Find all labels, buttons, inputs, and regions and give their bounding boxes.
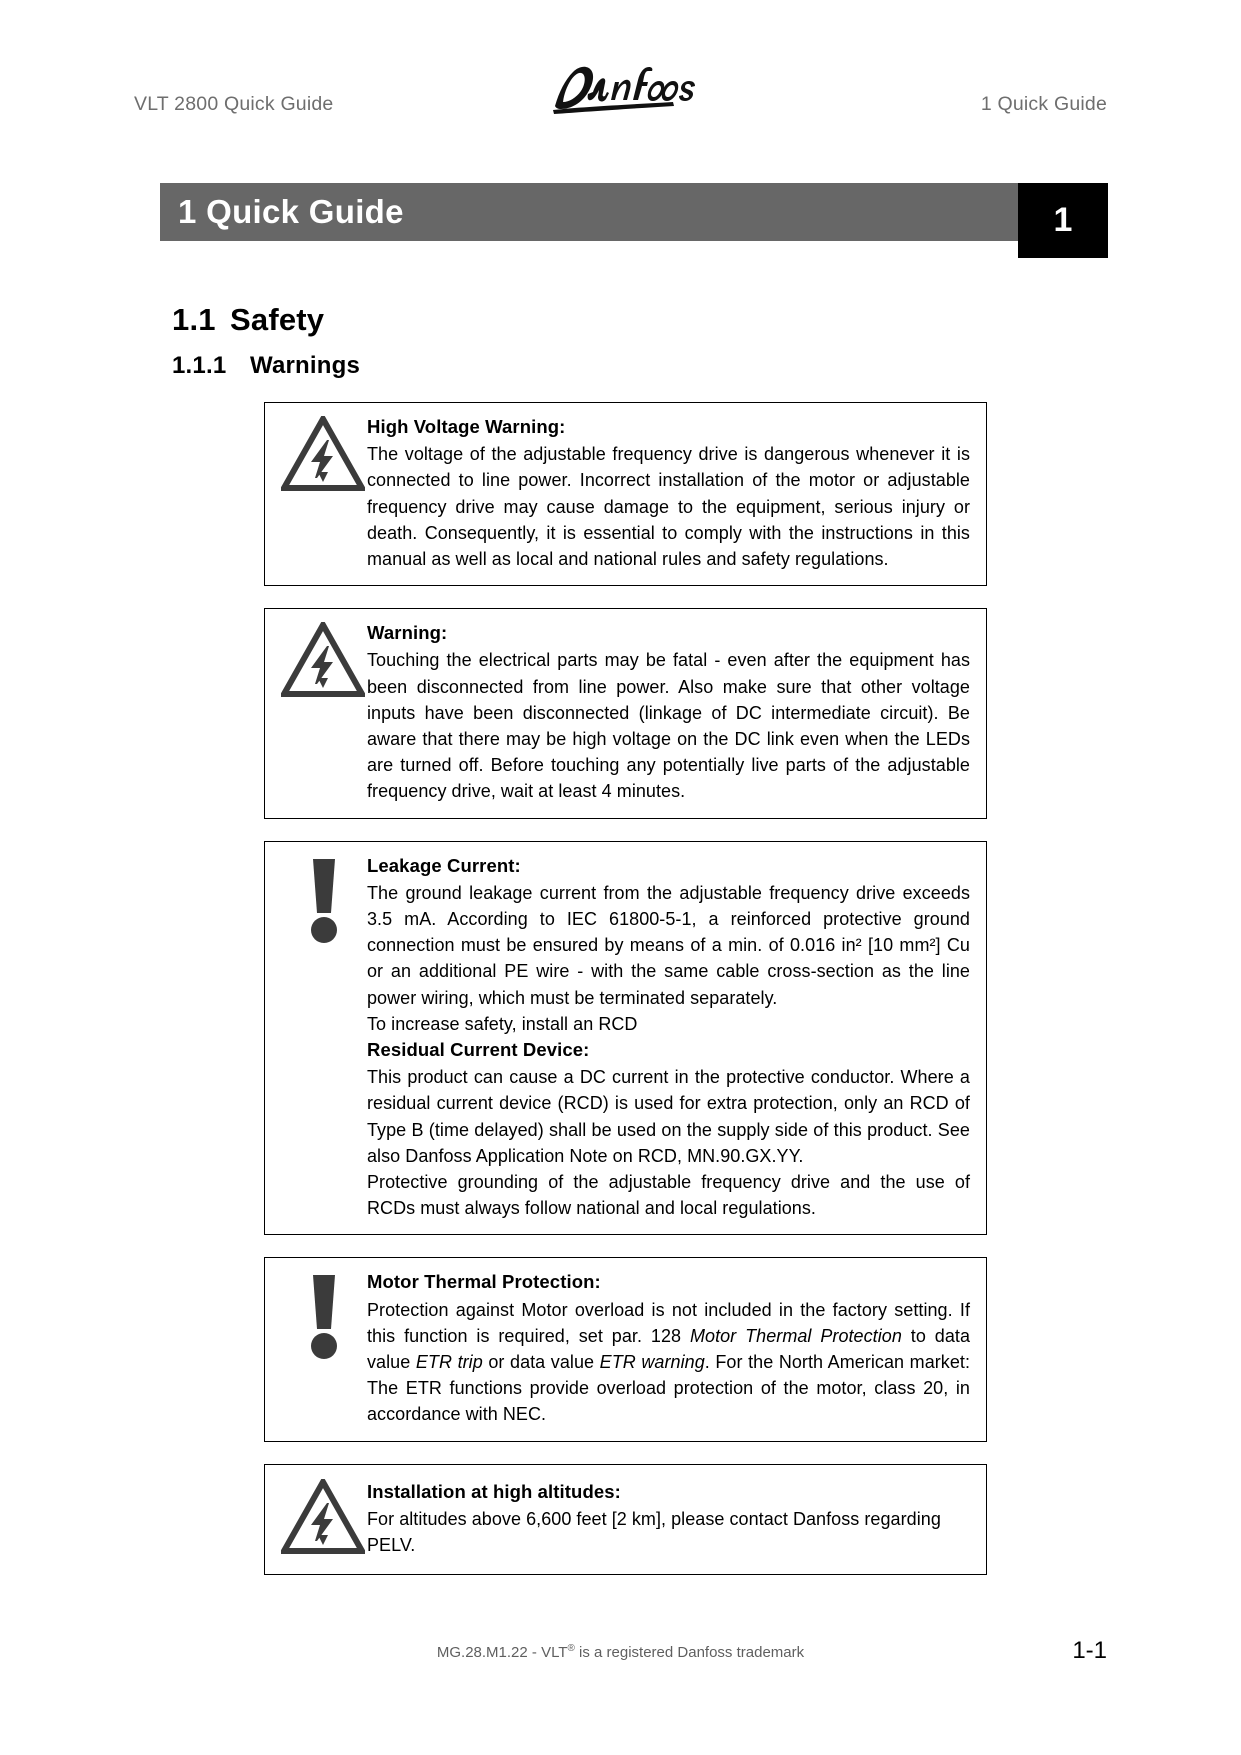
warning-subtitle-rcd: Residual Current Device: [367, 1038, 590, 1060]
warning-box-high-voltage [264, 402, 987, 586]
warning-title: Motor Thermal Protection: [367, 1271, 601, 1293]
warning-box-electrical-parts [264, 608, 987, 818]
footer-trademark-text [437, 1643, 804, 1661]
footer-doc-code: MG.28.M1.22 - VLT [436, 1644, 568, 1661]
chapter-banner [160, 183, 1108, 241]
warning-text [367, 1297, 970, 1428]
warning-body [367, 853, 972, 1222]
warning-body [367, 1479, 972, 1559]
warning-title: Warning: [367, 622, 448, 644]
exclamation-mark-icon [279, 853, 367, 947]
page-footer [134, 1637, 1107, 1677]
warning-body [367, 1269, 972, 1427]
warning-text-segment: . For the North American market: The ETR functions provide overload protection of the motor, class 20, in accordance with NEC. [367, 1352, 971, 1425]
warning-body [367, 620, 972, 804]
section-title-warnings: Warnings [250, 352, 361, 379]
warning-text-part-1: The ground leakage current from the adjustable frequency drive exceeds 3.5 mA. According to IEC 61800-5-1, a reinforced protective ground connection must be ensured by means of a min. of 0.016 in² [10 mm²] Cu or an additional PE wire - with the same cable cross-section as the line power wiring, which must be terminated separately. [367, 882, 970, 1008]
high-voltage-triangle-icon [279, 620, 367, 698]
warning-box-list [264, 402, 987, 1597]
warning-title: Installation at high altitudes: [367, 1480, 621, 1502]
high-voltage-triangle-icon [279, 1479, 367, 1555]
danfoss-logo [536, 60, 706, 118]
page-number: 1-1 [1072, 1637, 1107, 1664]
warning-text: The voltage of the adjustable frequency drive is dangerous whenever it is connected to line power. Incorrect installation of the motor or adjustable frequency drive may cause damage to the equipment, serious injury or death. Consequently, it is essential to comply with the instructions in this manual as well as local and national rules and safety regulations. [367, 444, 970, 570]
warning-box-motor-thermal-protection [264, 1257, 987, 1441]
warning-box-leakage-current [264, 841, 987, 1236]
footer-trademark-suffix: is a registered Danfoss trademark [574, 1644, 805, 1661]
warning-text-part-3: This product can cause a DC current in the protective conductor. Where a residual current device (RCD) is used for extra protection, only an RCD of Type B (time delayed) shall be used on the supply side of this product. See also Danfoss Application Note on RCD, MN.90.GX.YY. [367, 1067, 970, 1166]
section-title-safety: Safety [230, 302, 325, 337]
chapter-number-tab: 1 [1018, 183, 1108, 258]
warning-title: Leakage Current: [367, 854, 521, 876]
high-voltage-triangle-icon [279, 414, 367, 492]
section-number-1-1: 1.1 [172, 302, 216, 337]
exclamation-mark-icon [279, 1269, 367, 1363]
data-value-etr-trip: ETR trip [415, 1352, 483, 1373]
warning-text: Touching the electrical parts may be fatal - even after the equipment has been disconnected from line power. Also make sure that other voltage inputs have been disconnected (linkage of DC intermediate circuit). Be aware that there may be high voltage on the DC link even when the LEDs are turned off. Before touching any potentially live parts of the adjustable frequency drive, wait at least 4 minutes. [367, 650, 970, 802]
section-heading-1-1 [172, 302, 324, 338]
warning-body [367, 414, 972, 572]
warning-title: High Voltage Warning: [367, 416, 566, 437]
chapter-title: 1 Quick Guide [178, 193, 404, 230]
warning-text-part-4: Protective grounding of the adjustable frequency drive and the use of RCDs must always follow national and local regulations. [367, 1172, 970, 1219]
warning-text-segment: Protection against Motor overload is not included in the factory setting. If this function is required, set par. 128 [367, 1299, 970, 1346]
warning-box-high-altitude [264, 1464, 987, 1576]
header-left-title: VLT 2800 Quick Guide [134, 92, 334, 115]
section-number-1-1-1: 1.1.1 [172, 352, 227, 379]
warning-text: For altitudes above 6,600 feet [2 km], please contact Danfoss regarding PELV. [367, 1508, 941, 1556]
header-right-title: 1 Quick Guide [980, 92, 1107, 115]
param-name-italic: Motor Thermal Protection [689, 1325, 902, 1346]
data-value-etr-warning: ETR warning [599, 1352, 705, 1373]
warning-text-segment: or data value [482, 1352, 600, 1373]
page-header [134, 82, 1107, 126]
warning-text-part-2: To increase safety, install an RCD [367, 1013, 638, 1034]
section-heading-1-1-1 [172, 352, 360, 380]
registered-mark-icon: ® [567, 1643, 575, 1654]
warning-text-segment: to data value [367, 1325, 971, 1373]
